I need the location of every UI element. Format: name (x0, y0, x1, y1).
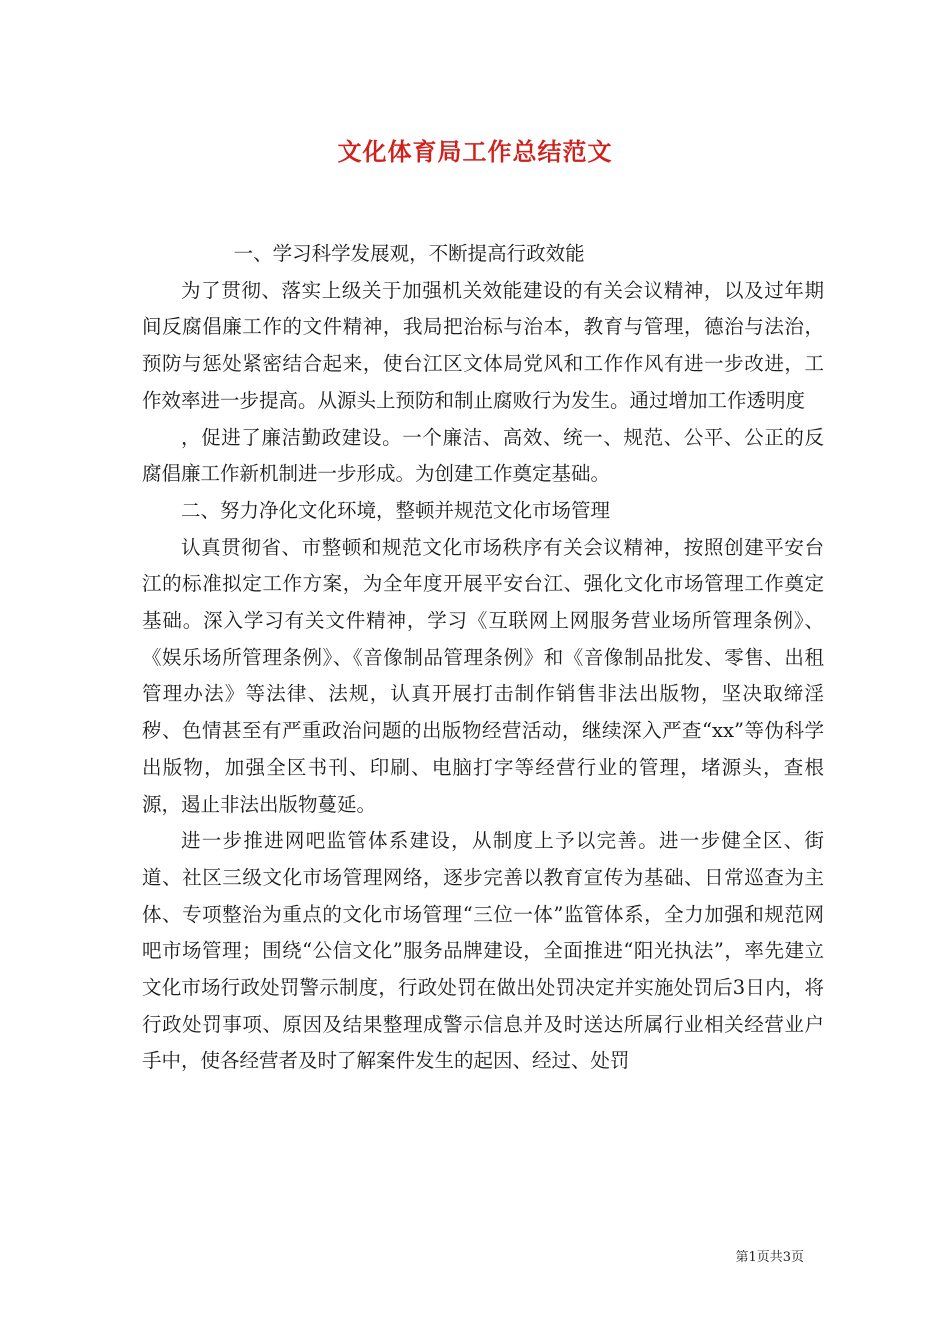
paragraph-3: 认真贯彻省、市整顿和规范文化市场秩序有关会议精神，按照创建平安台江的标准拟定工作方案，为全年度开展平安台江、强化文化市场管理工作奠定基础。深入学习有关文件精神，学习《互联网上网服务营业场所管理条例》、《娱乐场所管理条例》、《音像制品管理条例》和《音像制品批发、零售、出租管理办法》等法律、法规，认真开展打击制作销售非法出版物，坚决取缔淫秽、色情甚至有严重政治问题的出版物经营活动，继续深入严查“xx”等伪科学出版物，加强全区书刊、印刷、电脑打字等经营行业的管理，堵源头，查根源，遏止非法出版物蔓延。 (142, 535, 824, 816)
paragraph-1: 为了贯彻、落实上级关于加强机关效能建设的有关会议精神，以及过年期间反腐倡廉工作的文件精神，我局把治标与治本，教育与管理，德治与法治，预防与惩处紧密结合起来，使台江区文体局党风和工作作风有进一步改进，工作效率进一步提高。从源头上预防和制止腐败行为发生。通过增加工作透明度 (142, 278, 824, 412)
section-heading-2: 二、努力净化文化环境，整顿并规范文化市场管理 (181, 498, 611, 522)
document-body (142, 236, 824, 1080)
page-number: 第1页共3页 (735, 1250, 804, 1265)
paragraph-2: ，促进了廉洁勤政建设。一个廉洁、高效、统一、规范、公平、公正的反腐倡廉工作新机制进一步形成。为创建工作奠定基础。 (142, 425, 824, 486)
document-title: 文化体育局工作总结范文 (337, 137, 613, 166)
paragraph-4: 进一步推进网吧监管体系建设，从制度上予以完善。进一步健全区、街道、社区三级文化市场管理网络，逐步完善以教育宣传为基础、日常巡查为主体、专项整治为重点的文化市场管理“三位一体”监管体系，全力加强和规范网吧市场管理；围绕“公信文化”服务品牌建设，全面推进“阳光执法”，率先建立文化市场行政处罚警示制度，行政处罚在做出处罚决定并实施处罚后3日内，将行政处罚事项、原因及结果整理成警示信息并及时送达所属行业相关经营业户手中，使各经营者及时了解案件发生的起因、经过、处罚 (142, 829, 824, 1073)
section-heading-1: 一、学习科学发展观，不断提高行政效能 (233, 242, 585, 265)
